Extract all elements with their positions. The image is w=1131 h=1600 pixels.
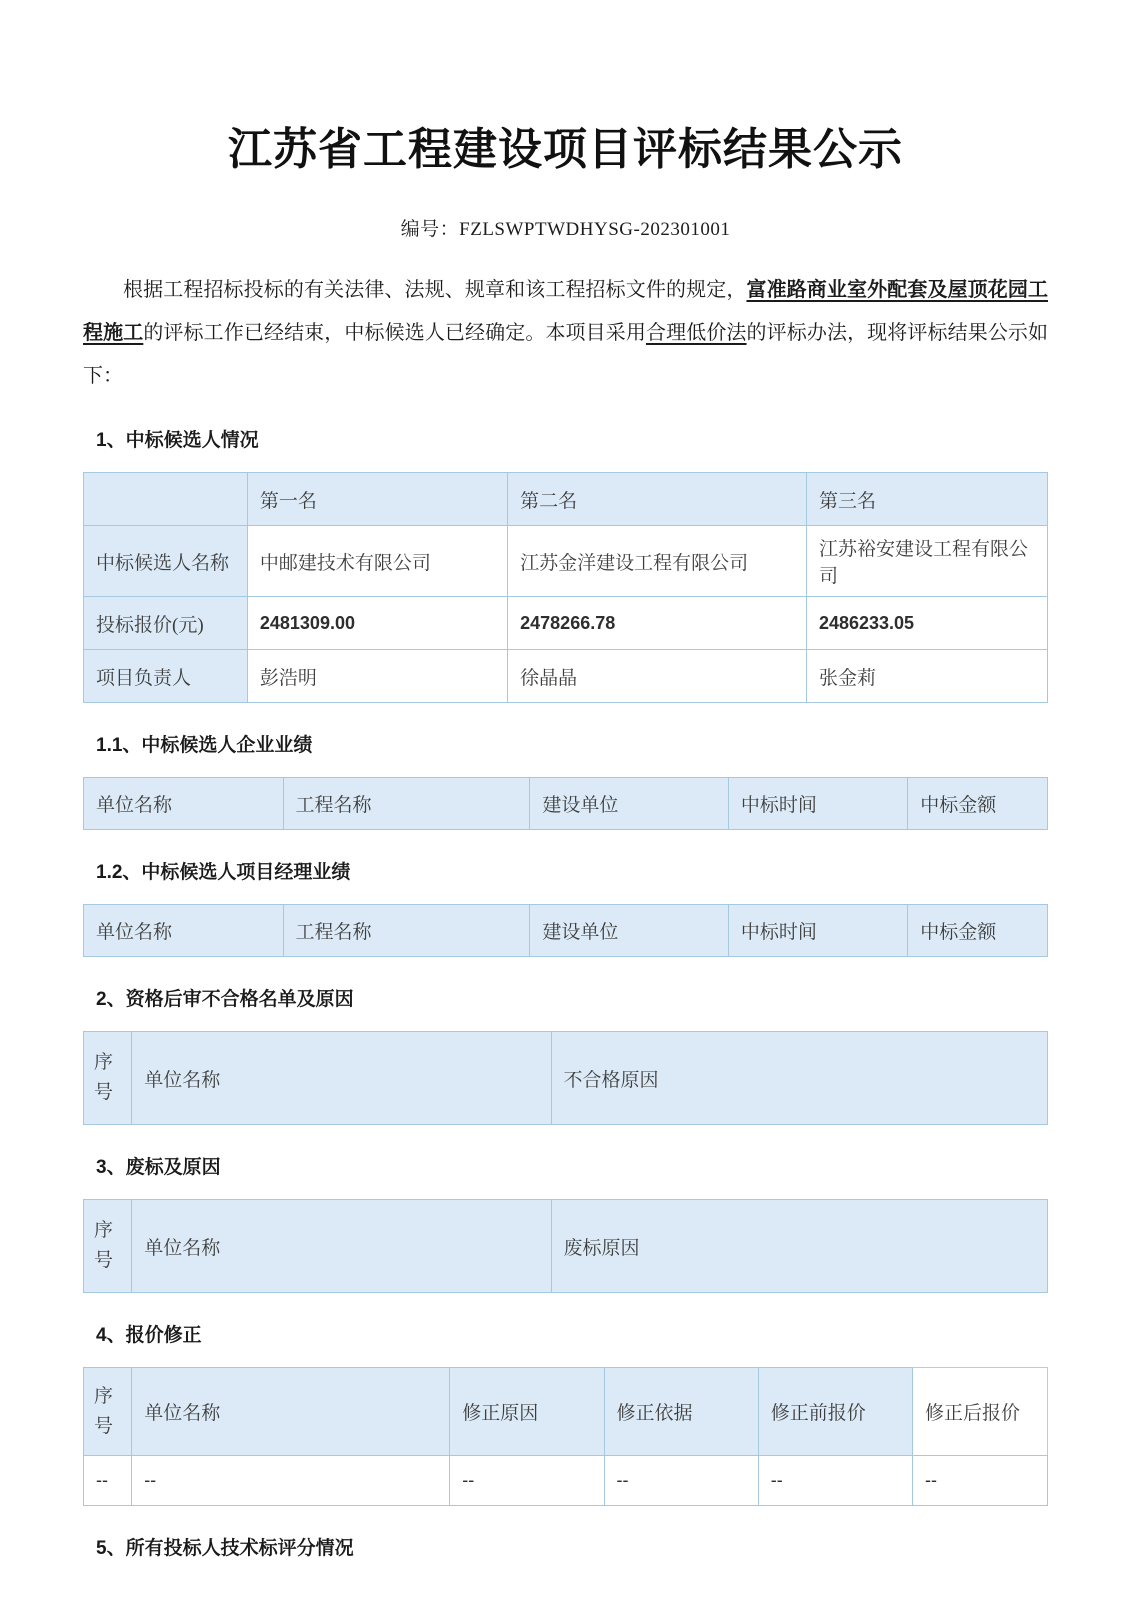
header-cell-unit-name: 单位名称 (132, 1032, 551, 1125)
header-cell-award-amount: 中标金额 (908, 778, 1048, 830)
header-cell-seq: 序号 (84, 1032, 132, 1125)
cell-price-after: -- (913, 1456, 1048, 1506)
cell-unit-name: -- (132, 1456, 450, 1506)
section-2-heading: 2、资格后审不合格名单及原因 (96, 989, 354, 1010)
intro-paragraph (83, 269, 1048, 398)
row-label: 项目负责人 (84, 650, 248, 703)
table-row-candidate-name (84, 526, 1048, 597)
project-name: 富准路商业室外配套及屋顶花园工程施工 (83, 279, 1049, 344)
header-cell-price-before: 修正前报价 (758, 1368, 912, 1456)
header-cell-construction-unit: 建设单位 (530, 905, 729, 957)
candidate-1-name: 中邮建技术有限公司 (247, 526, 507, 597)
header-cell-award-time: 中标时间 (728, 778, 907, 830)
candidate-1-manager: 彭浩明 (247, 650, 507, 703)
table-header-row (84, 473, 1048, 526)
header-cell-award-amount: 中标金额 (908, 905, 1048, 957)
enterprise-performance-table (83, 777, 1048, 830)
cell-correction-reason: -- (450, 1456, 604, 1506)
intro-tail: 的评标办法，现将评标结果公示如下： (83, 322, 1049, 387)
table-row-project-manager (84, 650, 1048, 703)
table-row-bid-price (84, 597, 1048, 650)
header-cell-seq: 序号 (84, 1200, 132, 1293)
row-label: 投标报价(元) (84, 597, 248, 650)
disqualified-table (83, 1031, 1048, 1125)
section-1-2-heading: 1.2、中标候选人项目经理业绩 (96, 862, 351, 883)
header-cell-third: 第三名 (806, 473, 1047, 526)
header-cell-seq: 序号 (84, 1368, 132, 1456)
evaluation-method: 合理低价法 (646, 322, 747, 344)
table-header-row (84, 1368, 1048, 1456)
section-3-heading: 3、废标及原因 (96, 1157, 221, 1178)
row-label: 中标候选人名称 (84, 526, 248, 597)
candidate-2-price: 2478266.78 (508, 597, 807, 650)
cell-correction-basis: -- (604, 1456, 758, 1506)
section-1-1-heading: 1.1、中标候选人企业业绩 (96, 735, 313, 756)
table-header-row (84, 1200, 1048, 1293)
intro-middle: 的评标工作已经结束，中标候选人已经确定。本项目采用 (143, 322, 646, 344)
header-cell-award-time: 中标时间 (728, 905, 907, 957)
candidates-table (83, 472, 1048, 703)
doc-number: 编号：FZLSWPTWDHYSG-202301001 (400, 219, 731, 240)
candidate-3-manager: 张金莉 (806, 650, 1047, 703)
header-cell-project-name: 工程名称 (283, 905, 530, 957)
cell-price-before: -- (758, 1456, 912, 1506)
rejected-bids-table (83, 1199, 1048, 1293)
candidate-2-name: 江苏金洋建设工程有限公司 (508, 526, 807, 597)
manager-performance-table (83, 904, 1048, 957)
header-cell-correction-basis: 修正依据 (604, 1368, 758, 1456)
header-cell-fail-reason: 不合格原因 (551, 1032, 1047, 1125)
candidate-3-name: 江苏裕安建设工程有限公司 (806, 526, 1047, 597)
header-cell-unit-name: 单位名称 (132, 1200, 551, 1293)
page-title: 江苏省工程建设项目评标结果公示 (228, 125, 903, 174)
intro-lead: 根据工程招标投标的有关法律、法规、规章和该工程招标文件的规定， (123, 279, 747, 301)
candidate-2-manager: 徐晶晶 (508, 650, 807, 703)
header-cell-correction-reason: 修正原因 (450, 1368, 604, 1456)
section-5-heading: 5、所有投标人技术标评分情况 (96, 1538, 354, 1559)
header-cell-unit-name: 单位名称 (84, 778, 284, 830)
candidate-3-price: 2486233.05 (806, 597, 1047, 650)
cell-seq: -- (84, 1456, 132, 1506)
header-cell-unit-name: 单位名称 (84, 905, 284, 957)
header-cell-project-name: 工程名称 (283, 778, 530, 830)
candidate-1-price: 2481309.00 (247, 597, 507, 650)
table-header-row (84, 1032, 1048, 1125)
table-row-empty (84, 1456, 1048, 1506)
header-cell-price-after: 修正后报价 (913, 1368, 1048, 1456)
section-1-heading: 1、中标候选人情况 (96, 430, 259, 451)
table-header-row (84, 905, 1048, 957)
header-cell-construction-unit: 建设单位 (530, 778, 729, 830)
header-cell-first: 第一名 (247, 473, 507, 526)
price-correction-table (83, 1367, 1048, 1506)
header-cell-blank (84, 473, 248, 526)
header-cell-second: 第二名 (508, 473, 807, 526)
section-4-heading: 4、报价修正 (96, 1325, 202, 1346)
header-cell-unit-name: 单位名称 (132, 1368, 450, 1456)
table-header-row (84, 778, 1048, 830)
header-cell-reject-reason: 废标原因 (551, 1200, 1047, 1293)
